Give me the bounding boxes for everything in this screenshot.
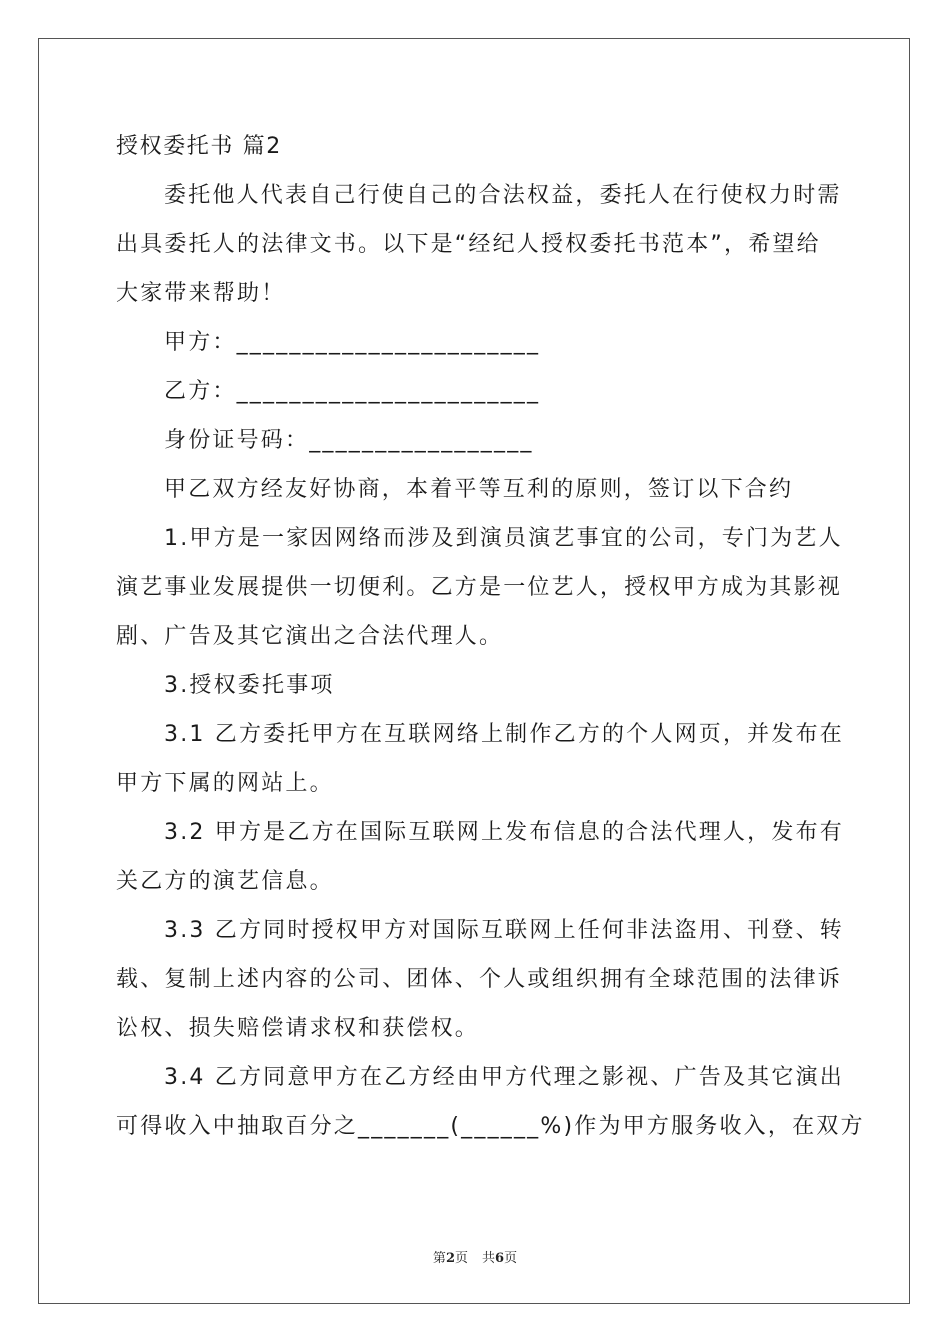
text-line: 甲乙双方经友好协商，本着平等互利的原则，签订以下合约 (164, 477, 794, 502)
total-prefix: 共 (482, 1251, 496, 1266)
text-line: 可得收入中抽取百分之_______(______%)作为甲方服务收入，在双方 (116, 1114, 865, 1139)
page-prefix: 第 (432, 1251, 446, 1266)
text-line: 3.1 乙方委托甲方在互联网络上制作乙方的个人网页，并发布在 (164, 722, 844, 747)
document-body (116, 122, 865, 1151)
text-line: 乙方：_______________________ (164, 379, 541, 404)
text-line: 剧、广告及其它演出之合法代理人。 (116, 624, 504, 649)
document-title: 授权委托书 篇2 (116, 134, 282, 159)
text-line: 3.4 乙方同意甲方在乙方经由甲方代理之影视、广告及其它演出 (164, 1065, 844, 1090)
text-line: 3.2 甲方是乙方在国际互联网上发布信息的合法代理人，发布有 (164, 820, 844, 845)
text-line: 讼权、损失赔偿请求权和获偿权。 (116, 1016, 480, 1041)
page-footer (0, 1247, 950, 1266)
text-line: 演艺事业发展提供一切便利。乙方是一位艺人，授权甲方成为其影视 (116, 575, 843, 600)
text-line: 3.授权委托事项 (164, 673, 335, 698)
text-line: 甲方下属的网站上。 (116, 771, 334, 796)
text-line: 载、复制上述内容的公司、团体、个人或组织拥有全球范围的法律诉 (116, 967, 843, 992)
text-line: 出具委托人的法律文书。以下是“经纪人授权委托书范本”，希望给 (116, 232, 821, 257)
text-line: 甲方：_______________________ (164, 330, 541, 355)
total-suffix: 页 (504, 1251, 518, 1266)
text-line: 1.甲方是一家因网络而涉及到演员演艺事宜的公司，专门为艺人 (164, 526, 843, 551)
paragraph-lines (116, 171, 865, 1151)
text-line: 关乙方的演艺信息。 (116, 869, 334, 894)
text-line: 委托他人代表自己行使自己的合法权益，委托人在行使权力时需 (164, 183, 842, 208)
text-line: 大家带来帮助！ (116, 281, 286, 306)
page-suffix: 页 (454, 1251, 468, 1266)
page-total: 6 (495, 1251, 505, 1266)
text-line: 身份证号码：_________________ (164, 428, 534, 453)
text-line: 3.3 乙方同时授权甲方对国际互联网上任何非法盗用、刊登、转 (164, 918, 844, 943)
page-current: 2 (445, 1251, 455, 1266)
